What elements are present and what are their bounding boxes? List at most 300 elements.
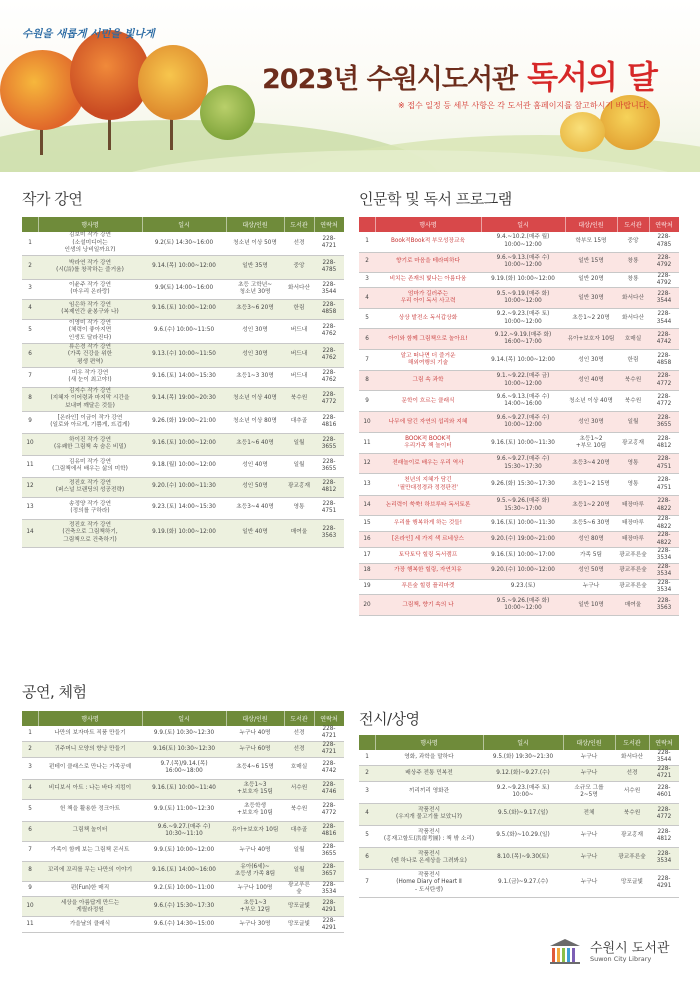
event-target: 초등학생 +보호자 10팀 [226,799,284,821]
event-date: 9.6.(수) 10:00~11:50 [142,319,226,343]
event-target: 일반 30명 [565,288,617,309]
table-row [359,412,679,433]
event-contact: 228-4792 [649,252,679,272]
event-target: 일반 20명 [565,272,617,288]
table-row [359,371,679,391]
row-number: 9 [359,391,375,412]
row-number: 12 [22,477,38,497]
column-header-number [359,735,375,750]
event-library: 일월 [617,412,649,433]
table-row [359,474,679,496]
event-date: 9.26.(화) 15:30~17:30 [481,474,565,496]
event-date: 9.14.(목) 19:00~20:30 [142,387,226,411]
event-library: 광교푸른숲 [617,579,649,595]
event-library: 매여울 [284,519,314,547]
tree-illustration [200,85,255,140]
event-date: 9.6.~9.27.(매주 수) 10:30~11:10 [142,821,226,841]
event-date: 9.19.(화) 10:00~12:00 [481,272,565,288]
table-row [22,279,344,299]
event-name: 가장 행복한 힐링, 자연치유 [375,563,481,579]
event-name: 김유미 작가 강연 (그림책에서 배우는 삶의 미학) [38,455,142,477]
event-contact: 228-4858 [649,350,679,371]
event-contact: 228-4721 [314,232,344,255]
row-number: 5 [22,799,38,821]
table-row [359,847,679,869]
page-title-accent: 독서의 달 [527,58,657,96]
event-library: 화서다산 [615,750,649,765]
row-number: 16 [359,532,375,548]
row-number: 20 [359,595,375,616]
event-target: 일반 10명 [565,595,617,616]
event-library: 버드내 [284,343,314,367]
column-header-target: 대상/인원 [565,217,617,232]
event-name: 류은경 작가 강연 (가족 건강을 위한 평생 편역) [38,343,142,367]
event-library: 북수원 [284,799,314,821]
event-name: 김보미 작가 강연 (소설미디어는 인생의 낭비일까요?) [38,232,142,255]
event-target: 초등1~3 +부모 12팀 [226,897,284,917]
event-library: 북수원 [284,387,314,411]
event-name: 나무에 담긴 자연의 섭리와 지혜 [375,412,481,433]
table-row [359,433,679,454]
event-date: 9.16.(토) 10:00~12:00 [142,433,226,455]
event-library: 망포글빛 [284,917,314,933]
event-name: 아이와 함께 그림책으로 놀아요! [375,329,481,350]
row-number: 11 [22,917,38,933]
event-target: 초등3~6 20명 [226,299,284,319]
event-contact: 228-4812 [649,433,679,454]
event-target: 누구나 [563,847,615,869]
event-library: 광교홍재 [617,433,649,454]
event-library: 광교홍재 [284,477,314,497]
row-number: 12 [359,454,375,474]
event-target: 일반 40명 [226,519,284,547]
event-name: 하이진 작가 강연 (유쾌한 그림책 속 숨은 비밀) [38,433,142,455]
event-contact: 228-4785 [314,255,344,279]
event-target: 일반 35명 [226,255,284,279]
header-banner [0,0,700,172]
column-header-contact: 연락처 [314,217,344,232]
event-date: 9.14.(목) 10:00~12:00 [142,255,226,279]
column-header-contact: 연락처 [314,711,344,726]
row-number: 7 [359,869,375,897]
event-library: 호매실 [617,329,649,350]
event-contact: 228-3655 [314,455,344,477]
row-number: 3 [22,757,38,779]
event-date: 9.16.(토) 10:00~11:30 [481,516,565,532]
event-target: 초등1~6 40명 [226,433,284,455]
event-date: 9.26.(화) 19:00~21:00 [142,411,226,433]
table-row [22,821,344,841]
table-row [359,496,679,516]
event-date: 9.9.(토) 10:00~12:00 [142,841,226,861]
event-name: 향기로 마음을 테라피하다 [375,252,481,272]
event-date: 9.6.~9.27.(매주 수) 10:00~12:00 [481,412,565,433]
event-contact: 228-3534 [649,847,679,869]
row-number: 3 [359,272,375,288]
event-date: 9.16(토) 10:30~12:30 [142,741,226,757]
event-date: 9.16.(토) 10:00~17:00 [481,547,565,563]
event-date: 9.5.~9.19.(매주 화) 10:00~12:00 [481,288,565,309]
event-name: 끼리끼리 영화관 [375,781,483,803]
table-row [22,741,344,757]
event-name: 푸른숲 힐링 플리마켓 [375,579,481,595]
autumn-tree-illustration [560,112,605,152]
column-header-event: 행사명 [375,217,481,232]
event-name: 작품전시 (홍재고할도(洪齋考圖) : 책 밖 소리) [375,825,483,847]
event-library: 북수원 [615,803,649,825]
event-contact: 228-4291 [314,917,344,933]
table-row [359,288,679,309]
row-number: 11 [359,433,375,454]
table-row [22,477,344,497]
event-contact: 228-4762 [314,367,344,387]
event-date: 9.9.(토) 10:30~12:30 [142,726,226,741]
slogan-text: 수원을 새롭게 시민을 빛나게 [22,28,155,40]
event-library: 태장마루 [617,496,649,516]
event-target: 청소년 이상 80명 [226,411,284,433]
event-library: 북수원 [617,391,649,412]
table-row [359,329,679,350]
event-date: 9.1.~9.22.(매주 금) 10:00~12:00 [481,371,565,391]
event-library: 광교푸른숲 [617,547,649,563]
event-name: 펀(Fun)한 매직 [38,881,142,897]
row-number: 13 [359,474,375,496]
row-number: 19 [359,579,375,595]
event-target: 초등1~2 20명 [565,309,617,329]
row-number: 11 [22,455,38,477]
section-title-author-talks: 작가 강연 [22,190,83,208]
row-number: 1 [22,726,38,741]
page-title [262,52,657,98]
event-target: 초등1~2 +부모 10팀 [565,433,617,454]
event-date: 9.16.(토) 14:00~16:00 [142,861,226,881]
event-name: 문학이 흐르는 클래식 [375,391,481,412]
event-library: 호매실 [284,757,314,779]
event-contact: 228-4746 [314,779,344,799]
table-row [22,726,344,741]
table-row [359,252,679,272]
event-name: 가을날의 클래식 [38,917,142,933]
row-number: 7 [22,841,38,861]
event-contact: 228-3534 [649,563,679,579]
event-library: 대추골 [284,821,314,841]
row-number: 3 [22,279,38,299]
row-number: 6 [22,821,38,841]
table-row [22,799,344,821]
table-row [359,825,679,847]
event-date: 9.20.(수) 10:00~12:00 [481,563,565,579]
event-contact: 228-4812 [649,825,679,847]
event-name: BOOK적 BOOK적 우리가족 책 놀이터 [375,433,481,454]
author-talks-table [22,217,345,548]
event-contact: 228-4822 [649,516,679,532]
event-contact: 228-4721 [314,741,344,757]
column-header-event: 행사명 [38,217,142,232]
event-date: 9.6.~9.13.(매주 수) 14:00~16:00 [481,391,565,412]
row-number: 14 [22,519,38,547]
event-name: [온라인] 세 가지 색 르네상스 [375,532,481,548]
table-row [22,779,344,799]
table-header-row [359,735,679,750]
event-contact: 228-3544 [649,750,679,765]
event-target: 초등4~6 15명 [226,757,284,779]
event-date: 9.5.(화) 19:30~21:30 [483,750,563,765]
event-target: 초등1~3 30명 [226,367,284,387]
event-target: 소규모 그룹 2~5명 [563,781,615,803]
event-library: 선경 [284,741,314,757]
event-library: 선경 [284,232,314,255]
column-header-target: 대상/인원 [226,711,284,726]
event-target: 성인 30명 [565,350,617,371]
event-name: 정진호 작가 강연 (건축으로 그림책하기, 그림책으로 건축하기) [38,519,142,547]
event-date: 9.5.(화)~10.29.(일) [483,825,563,847]
row-number: 4 [22,779,38,799]
event-library: 일월 [284,861,314,881]
event-target: 전체 [563,803,615,825]
event-library: 광교푸른숲 [617,563,649,579]
table-row [359,532,679,548]
event-target: 누구나 [563,869,615,897]
column-header-number [22,217,38,232]
event-target: 청소년 이상 50명 [226,232,284,255]
event-name: 작품전시 (우지개 물고기를 보았니?) [375,803,483,825]
event-contact: 228-4751 [649,474,679,496]
event-contact: 228-4762 [314,319,344,343]
row-number: 8 [22,387,38,411]
column-header-library: 도서관 [284,217,314,232]
event-date: 9.2.~9.23.(매주 토) 10:00~ [483,781,563,803]
event-date: 9.5.~9.26.(매주 화) 15:30~17:00 [481,496,565,516]
event-contact: 228-4742 [649,329,679,350]
event-date: 9.18.(월) 10:00~12:00 [142,455,226,477]
event-date: 9.12.~9.19.(매주 화) 16:00~17:00 [481,329,565,350]
column-header-event: 행사명 [38,711,142,726]
event-name: 배상주 전통 민복전 [375,765,483,781]
event-date: 9.20.(수) 19:00~21:00 [481,532,565,548]
event-contact: 228-4816 [314,411,344,433]
table-row [22,757,344,779]
row-number: 13 [22,497,38,519]
event-library: 버드내 [284,319,314,343]
table-row [359,595,679,616]
table-row [359,869,679,897]
event-date: 9.5.~9.26.(매주 화) 10:00~12:00 [481,595,565,616]
column-header-contact: 연락처 [649,217,679,232]
event-contact: 228-3657 [314,861,344,881]
event-name: 임은하 작가 강연 (복제인간 윤봉구와 나) [38,299,142,319]
event-date: 9.4.~10.2.(매주 월) 10:00~12:00 [481,232,565,252]
event-contact: 228-4858 [314,299,344,319]
event-target: 성인 40명 [226,455,284,477]
event-name: 세상을 아름답게 만드는 게릴라정원 [38,897,142,917]
event-library: 일월 [284,455,314,477]
row-number: 7 [22,367,38,387]
event-date: 9.20.(수) 10:00~11:30 [142,477,226,497]
event-library: 화서다산 [284,279,314,299]
slogan [22,22,170,42]
event-contact: 228-3534 [649,547,679,563]
table-row [22,519,344,547]
table-row [22,861,344,881]
performances-table [22,711,345,933]
event-contact: 228-3563 [314,519,344,547]
event-target: 가족 5팀 [565,547,617,563]
column-header-date: 일시 [142,217,226,232]
row-number: 5 [359,825,375,847]
column-header-date: 일시 [481,217,565,232]
event-library: 창룡 [617,272,649,288]
event-date: 8.10.(목)~9.30(토) [483,847,563,869]
section-title-performances: 공연, 체험 [22,683,87,701]
row-number: 3 [359,781,375,803]
event-contact: 228-4785 [649,232,679,252]
event-target: 초등 고학년~ 청소년 30명 [226,279,284,299]
autumn-tree-illustration [138,45,208,120]
event-name: 상상 발전소 독서갑상화 [375,309,481,329]
event-library: 한림 [617,350,649,371]
column-header-library: 도서관 [617,217,649,232]
event-library: 망포글빛 [284,897,314,917]
event-contact: 228-4772 [314,387,344,411]
row-number: 5 [359,309,375,329]
event-target: 유아+보호자 10팀 [226,821,284,841]
table-row [359,391,679,412]
event-library: 대추골 [284,411,314,433]
table-row [359,803,679,825]
event-contact: 228-3544 [649,288,679,309]
event-name: 박라연 작가 강연 (시(詩)를 창작하는 즐거움) [38,255,142,279]
event-contact: 228-4772 [649,371,679,391]
event-name: 펀테이 클래스로 만나는 가족공예 [38,757,142,779]
table-header-row [359,217,679,232]
event-name: 김지수 작가 강연 (지혜자 이어령과 마지막 시간을 보내며 깨달은 것들) [38,387,142,411]
table-row [359,350,679,371]
library-logo-icon [548,937,582,965]
event-target: 성인 50명 [226,477,284,497]
page-title-main: 2023년 수원시도서관 [262,64,518,95]
event-target: 누구나 [563,750,615,765]
event-date: 9.2.(토) 10:00~11:00 [142,881,226,897]
row-number: 9 [22,411,38,433]
row-number: 6 [359,847,375,869]
event-library: 화서다산 [617,288,649,309]
column-header-date: 일시 [142,711,226,726]
column-header-date: 일시 [483,735,563,750]
event-target: 누구나 [565,579,617,595]
event-date: 9.5.(화)~9.17.(일) [483,803,563,825]
row-number: 5 [22,319,38,343]
event-library: 영통 [284,497,314,519]
event-target: 유아+보호자 10팀 [565,329,617,350]
table-row [359,563,679,579]
event-date: 9.9.(토) 11:00~12:30 [142,799,226,821]
event-target: 누구나 100명 [226,881,284,897]
event-target: 초등1~2 20명 [565,496,617,516]
event-date: 9.16.(토) 10:00~12:00 [142,299,226,319]
event-contact: 228-4772 [649,391,679,412]
event-date: 9.6.~9.13.(매주 수) 10:00~12:00 [481,252,565,272]
event-library: 중앙 [284,255,314,279]
row-number: 17 [359,547,375,563]
table-row [22,881,344,897]
event-name: 그림책 놀이터 [38,821,142,841]
column-header-library: 도서관 [284,711,314,726]
column-header-number [359,217,375,232]
event-contact: 228-4751 [314,497,344,519]
event-target: 청소년 이상 40명 [565,391,617,412]
event-target: 누구나 60명 [226,741,284,757]
event-library: 광교홍재 [615,825,649,847]
column-header-number [22,711,38,726]
column-header-contact: 연락처 [649,735,679,750]
event-date: 9.9(토) 14:00~16:00 [142,279,226,299]
event-target: 성인 80명 [565,532,617,548]
table-row [22,841,344,861]
event-date: 9.12.(화)~9.27.(수) [483,765,563,781]
event-contact: 228-3655 [314,841,344,861]
event-contact: 228-3544 [314,279,344,299]
event-date: 9.6.(수) 15:30~17:30 [142,897,226,917]
humanities-table [359,217,680,616]
event-date: 9.2.~9.23.(매주 토) 10:00~12:00 [481,309,565,329]
event-contact: 228-3534 [649,579,679,595]
event-library: 한림 [284,299,314,319]
event-target: 초등5~6 30명 [565,516,617,532]
event-contact: 228-4792 [649,272,679,288]
event-library: 일월 [284,841,314,861]
event-name: 비디보서 아트 : 나는 바다 지킴이 [38,779,142,799]
row-number: 1 [22,232,38,255]
table-row [359,272,679,288]
event-library: 화서다산 [617,309,649,329]
event-name: 작품전시 (펜 하나로 온세상을 그려봐요) [375,847,483,869]
event-contact: 228-4816 [314,821,344,841]
event-contact: 228-3534 [314,881,344,897]
row-number: 15 [359,516,375,532]
event-library: 망포글빛 [615,869,649,897]
event-date: 9.6.(수) 14:30~15:00 [142,917,226,933]
table-row [22,497,344,519]
event-contact: 228-4772 [649,803,679,825]
event-target: 초등1~2 15명 [565,474,617,496]
event-name: 영화, 과학을 말하다 [375,750,483,765]
event-name: 그림책, 향기 속의 나 [375,595,481,616]
table-row [22,232,344,255]
event-contact: 228-4751 [649,454,679,474]
table-row [359,765,679,781]
event-contact: 228-4772 [314,799,344,821]
event-target: 누구나 40명 [226,841,284,861]
library-name: 수원시 도서관 [590,941,670,956]
event-library: 태장마루 [617,532,649,548]
event-name: 우리를 행복하게 하는 것들! [375,516,481,532]
event-name: 정진호 작가 강연 (퍼스널 브랜딩의 성공전략) [38,477,142,497]
event-target: 학부모 15명 [565,232,617,252]
table-row [359,516,679,532]
table-row [22,387,344,411]
event-name: 논리력이 쑥쑥! 하브루타 독서토론 [375,496,481,516]
event-date: 9.16.(토) 14:00~15:30 [142,367,226,387]
row-number: 9 [22,881,38,897]
row-number: 18 [359,563,375,579]
event-library: 매여울 [617,595,649,616]
row-number: 4 [359,288,375,309]
event-contact: 228-4721 [314,726,344,741]
event-library: 버드내 [284,367,314,387]
table-row [359,454,679,474]
event-library: 광교푸른숲 [284,881,314,897]
event-target: 성인 30명 [226,343,284,367]
